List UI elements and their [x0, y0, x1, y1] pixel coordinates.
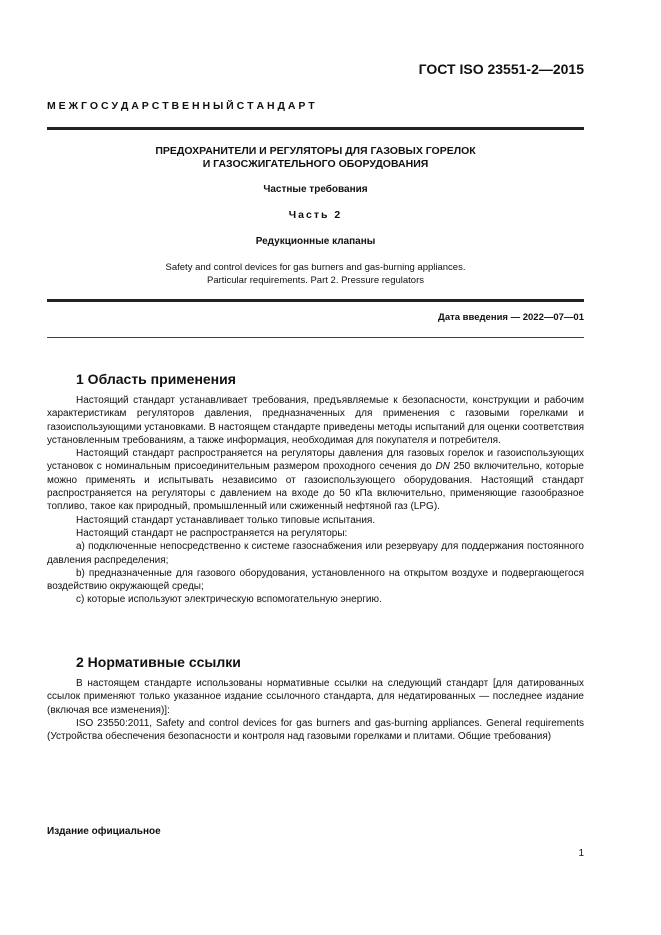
dn-term: DN	[435, 461, 450, 473]
top-rule	[47, 127, 584, 130]
standard-type-heading: М Е Ж Г О С У Д А Р С Т В Е Н Н Ы Й С Т А Н Д А Р Т	[47, 100, 315, 112]
title-line-1: ПРЕДОХРАНИТЕЛИ И РЕГУЛЯТОРЫ ДЛЯ ГАЗОВЫХ ГОРЕЛОК	[155, 145, 476, 157]
english-title-line-2: Particular requirements. Part 2. Pressure regulators	[206, 274, 424, 286]
paragraph: Настоящий стандарт устанавливает требования, предъявляемые к безопасности, конструкции и рабочим характеристикам регуляторов давления, предназначенных для применения с газовыми горелками и газоиспользующими установками. В настоящем стандарте приведены методы испытаний для оценки соответствия установленным требованиям, а также информация, необходимая для покупателя и потребителя.	[47, 395, 584, 446]
paragraph: В настоящем стандарте использованы нормативные ссылки на следующий стандарт [для датированных ссылок применяют только указанное издание ссылочного стандарта, для недатированных — последнее издание (включая все изменения)]:	[47, 678, 584, 716]
title-bottom-rule	[47, 299, 584, 302]
section-2-title: 2 Нормативные ссылки	[76, 654, 241, 670]
title-line-2: И ГАЗОСЖИГАТЕЛЬНОГО ОБОРУДОВАНИЯ	[202, 158, 429, 170]
paragraph: Настоящий стандарт не распространяется на регуляторы:	[76, 527, 348, 539]
english-title-line-1: Safety and control devices for gas burners and gas-burning appliances.	[165, 262, 466, 273]
section-1-title: 1 Область применения	[76, 371, 236, 387]
section-1-body	[47, 394, 584, 607]
introduction-date: Дата введения — 2022—07—01	[438, 312, 584, 323]
section-2-body	[47, 677, 584, 743]
page-number: 1	[578, 848, 584, 859]
list-item: a) подключенные непосредственно к системе газоснабжения или резервуару для поддержания постоянного давления распределения;	[47, 541, 584, 566]
document-title	[47, 145, 584, 171]
official-edition-label: Издание официальное	[47, 826, 161, 837]
part-title: Редукционные клапаны	[255, 236, 376, 247]
list-item: b) предназначенные для газового оборудования, установленного на открытом воздухе и подвергающегося воздействию окружающей среды;	[47, 567, 584, 593]
paragraph: ISO 23550:2011, Safety and control devices for gas burners and gas-burning appliances. General requirements (Устройства обеспечения безопасности и контроля над газовыми горелками и плитами. Общие требования)	[47, 717, 584, 743]
document-id: ГОСТ ISO 23551-2—2015	[418, 61, 584, 77]
list-item: c) которые используют электрическую вспомогательную энергию.	[76, 594, 382, 606]
english-title	[47, 262, 584, 287]
date-rule	[47, 337, 584, 338]
document-subtitle: Частные требования	[263, 184, 368, 195]
part-number: Часть 2	[288, 209, 343, 221]
paragraph: Настоящий стандарт устанавливает только типовые испытания.	[76, 514, 376, 526]
paragraph: Настоящий стандарт распространяется на регуляторы давления для газовых горелок и газоиспользующих установок с номинальным присоединительным размером проходного сечения до DN 250 включительно, которые можно применять и испытывать независимо от газоиспользующего оборудования. Настоящий стандарт распространяется на регуляторы с давлением на входе до 50 кПа включительно, применяющие газообразное топливо, такое как природный, промышленный или сжиженный нефтяной газ (LPG).	[47, 448, 584, 513]
